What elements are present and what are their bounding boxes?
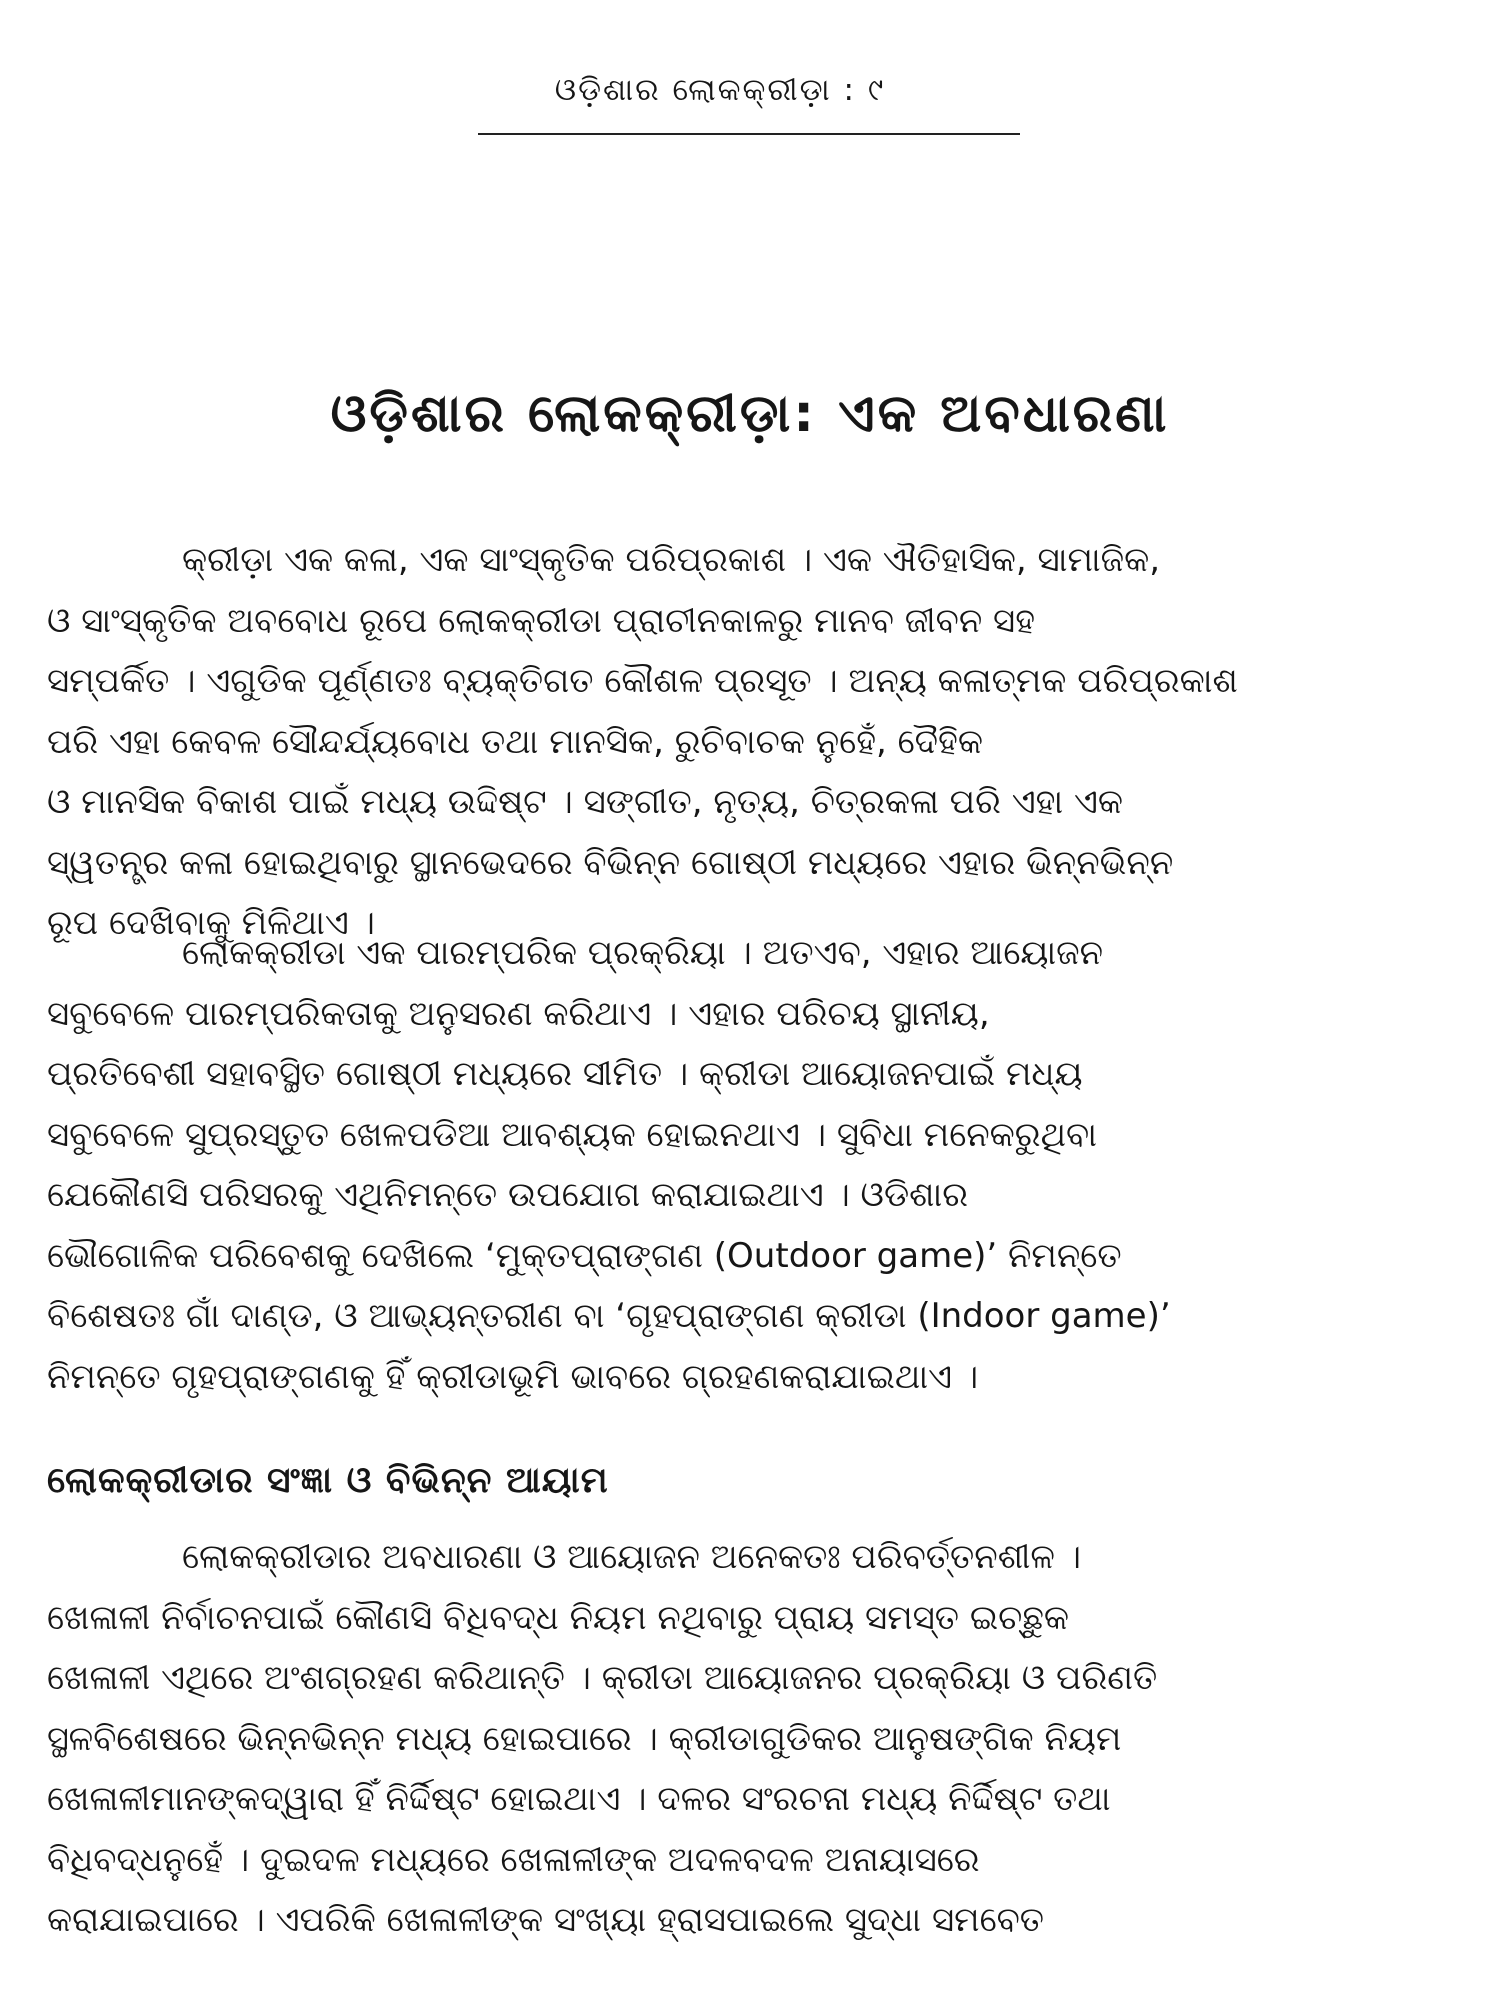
paragraph-line: ଓ ମାନସିକ ବିକାଶ ପାଇଁ ମଧ୍ୟ ଉଦ୍ଦିଷ୍ଟ । ସଙ୍ଗୀତ, ନୃତ୍ୟ, ଚିତ୍ରକଳା ପରି ଏହା ଏକ [47, 782, 1124, 822]
paragraph-line: ଖେଳାଳୀ ନିର୍ବାଚନପାଇଁ କୌଣସି ବିଧିବଦ୍ଧ ନିୟମ ନଥିବାରୁ ପ୍ରାୟ ସମସ୍ତ ଇଚ୍ଛୁକ [47, 1597, 1070, 1638]
paragraph-line: ଖେଳାଳୀମାନଙ୍କଦ୍ୱାରା ହିଁ ନିର୍ଦ୍ଦିଷ୍ଟ ହୋଇଥାଏ । ଦଳର ସଂରଚନା ମଧ୍ୟ ନିର୍ଦ୍ଦିଷ୍ଟ ତଥା [47, 1779, 1111, 1819]
paragraph-line: ସବୁବେଳେ ପାରମ୍ପରିକତାକୁ ଅନୁସରଣ କରିଥାଏ । ଏହାର ପରିଚୟ ସ୍ଥାନୀୟ, [47, 993, 990, 1034]
paragraph-line: କରାଯାଇପାରେ । ଏପରିକି ଖେଳାଳୀଙ୍କ ସଂଖ୍ୟା ହ୍ରାସପାଇଲେ ସୁଦ୍ଧା ସମବେତ [47, 1900, 1045, 1940]
section-paragraph [47, 1527, 1467, 1951]
paragraph-line: ସ୍ୱତନ୍ତ୍ର କଳା ହୋଇଥିବାରୁ ସ୍ଥାନଭେଦରେ ବିଭିନ୍ନ ଗୋଷ୍ଠୀ ମଧ୍ୟରେ ଏହାର ଭିନ୍ନଭିନ୍ନ [47, 842, 1174, 883]
paragraph-line: ବିଧିବଦ୍ଧନୁହେଁ । ଦୁଇଦଳ ମଧ୍ୟରେ ଖେଳାଳୀଙ୍କ ଅଦଳବଦଳ ଅନାୟାସରେ [47, 1839, 980, 1880]
paragraph-line: ଓ ସାଂସ୍କୃତିକ ଅବବୋଧ ରୂପେ ଲୋକକ୍ରୀଡା ପ୍ରାଚୀନକାଳରୁ ମାନବ ଜୀବନ ସହ [47, 600, 1036, 641]
paragraph-line: ପରି ଏହା କେବଳ ସୌନ୍ଦର୍ଯ୍ୟବୋଧ ତଥା ମାନସିକ, ରୁଚିବାଚକ ନୁହେଁ, ଦୈହିକ [47, 721, 984, 762]
paragraph-line: ଲୋକକ୍ରୀଡାର ଅବଧାରଣା ଓ ଆୟୋଜନ ଅନେକତଃ ପରିବର୍ତ୍ତନଶୀଳ । [182, 1537, 1082, 1577]
chapter-title: ଓଡ଼ିଶାର ଲୋକକ୍ରୀଡ଼ା: ଏକ ଅବଧାରଣା [330, 384, 1170, 444]
paragraph-line: ବିଶେଷତଃ ଗାଁ ଦାଣ୍ଡ, ଓ ଆଭ୍ୟନ୍ତରୀଣ ବା ‘ଗୃହପ୍ରାଙ୍ଗଣ କ୍ରୀଡା (Indoor game)’ [47, 1296, 1171, 1336]
paragraph-line: ଖେଳାଳୀ ଏଥିରେ ଅଂଶଗ୍ରହଣ କରିଥାନ୍ତି । କ୍ରୀଡା ଆୟୋଜନର ପ୍ରକ୍ରିୟା ଓ ପରିଣତି [47, 1658, 1158, 1698]
paragraph-line: କ୍ରୀଡ଼ା ଏକ କଳା, ଏକ ସାଂସ୍କୃତିକ ପରିପ୍ରକାଶ । ଏକ ଐତିହାସିକ, ସାମାଜିକ, [182, 540, 1161, 580]
paragraph-line: ସବୁବେଳେ ସୁପ୍ରସ୍ତୁତ ଖେଳପଡିଆ ଆବଶ୍ୟକ ହୋଇନଥାଏ । ସୁବିଧା ମନେକରୁଥିବା [47, 1114, 1097, 1155]
paragraph-line: ସମ୍ପର୍କିତ । ଏଗୁଡିକ ପୂର୍ଣ୍ଣତଃ ବ୍ୟକ୍ତିଗତ କୌଶଳ ପ୍ରସୂତ । ଅନ୍ୟ କଳାତ୍ମକ ପରିପ୍ରକାଶ [47, 661, 1238, 701]
paragraph-line: ଭୌଗୋଳିକ ପରିବେଶକୁ ଦେଖିଲେ ‘ମୁକ୍ତପ୍ରାଙ୍ଗଣ (Outdoor game)’ ନିମନ୍ତେ [47, 1235, 1122, 1276]
paragraph-line: ନିମନ୍ତେ ଗୃହପ୍ରାଙ୍ଗଣକୁ ହିଁ କ୍ରୀଡାଭୂମି ଭାବରେ ଗ୍ରହଣକରାଯାଇଥାଏ । [47, 1356, 979, 1397]
paragraph-line: ରୂପ ଦେଖିବାକୁ ମିଳିଥାଏ । [47, 903, 375, 943]
paragraph-line: ଯେକୌଣସି ପରିସରକୁ ଏଥିନିମନ୍ତେ ଉପଯୋଗ କରାଯାଇଥାଏ । ଓଡିଶାର [47, 1175, 968, 1215]
paragraph-line: ପ୍ରତିବେଶୀ ସହାବସ୍ଥିତ ଗୋଷ୍ଠୀ ମଧ୍ୟରେ ସୀମିତ । କ୍ରୀଡା ଆୟୋଜନପାଇଁ ମଧ୍ୟ [47, 1054, 1083, 1094]
paragraph-line: ଲୋକକ୍ରୀଡା ଏକ ପାରମ୍ପରିକ ପ୍ରକ୍ରିୟା । ଅତଏବ, ଏହାର ଆୟୋଜନ [182, 933, 1104, 973]
section-heading: ଲୋକକ୍ରୀଡାର ସଂଜ୍ଞା ଓ ବିଭିନ୍ନ ଆୟାମ [47, 1460, 609, 1501]
paragraph-2 [47, 923, 1467, 1407]
paragraph-1 [47, 530, 1467, 954]
header-rule [478, 133, 1020, 135]
running-head: ଓଡ଼ିଶାର ଲୋକକ୍ରୀଡ଼ା : ୯ [554, 72, 886, 108]
paragraph-line: ସ୍ଥଳବିଶେଷରେ ଭିନ୍ନଭିନ୍ନ ମଧ୍ୟ ହୋଇପାରେ । କ୍ରୀଡାଗୁଡିକର ଆନୁଷଙ୍ଗିକ ନିୟମ [47, 1718, 1122, 1759]
